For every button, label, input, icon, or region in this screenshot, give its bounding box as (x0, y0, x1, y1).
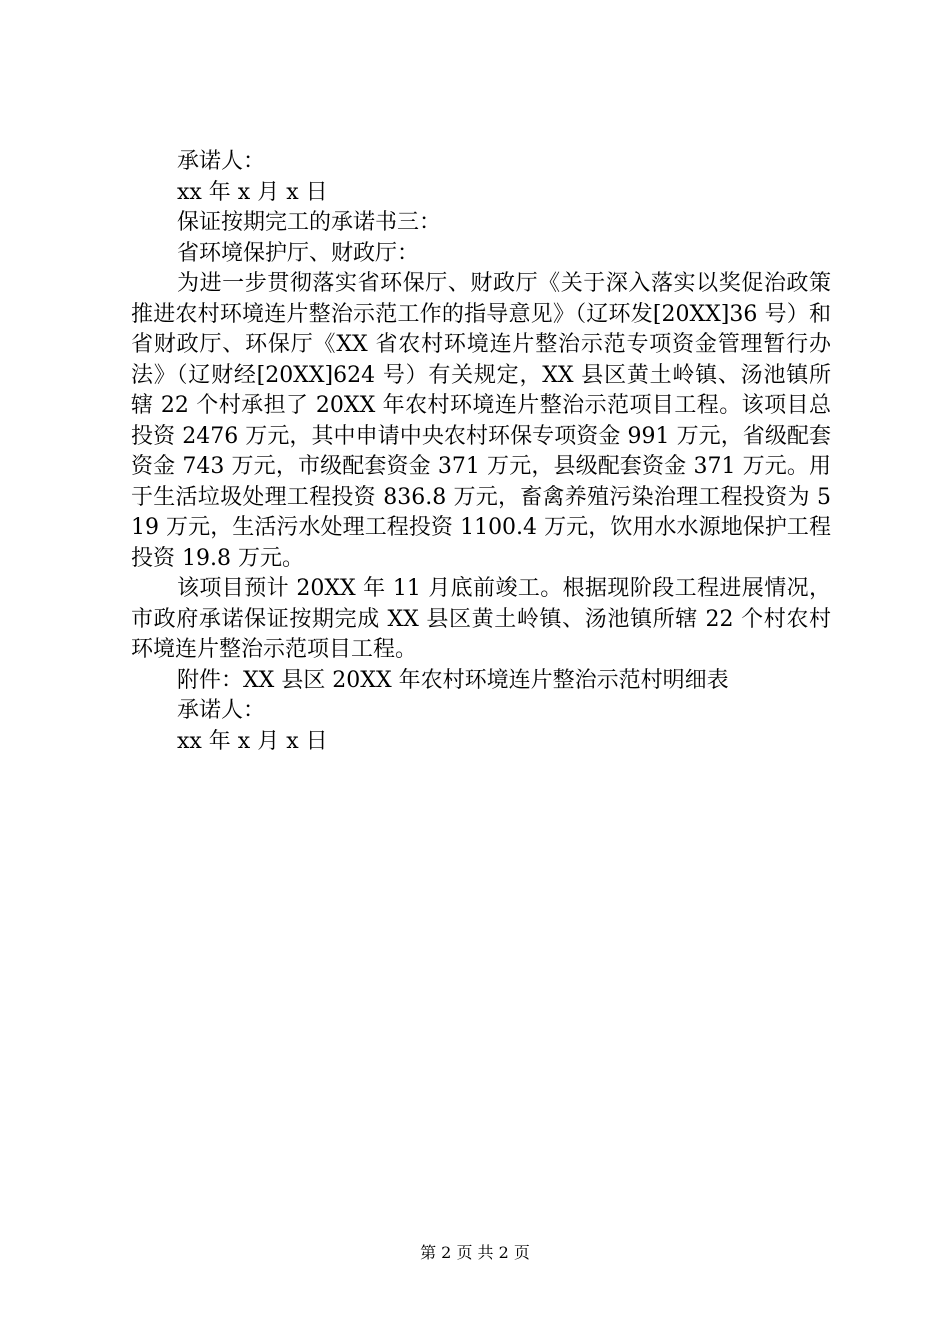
addressee-line: 省环境保护厅、财政厅： (177, 240, 420, 266)
attachment-line: 附件：XX 县区 20XX 年农村环境连片整治示范村明细表 (177, 667, 729, 693)
document-body (131, 147, 831, 757)
promisor-label: 承诺人： (177, 149, 266, 174)
page-footer (0, 1243, 950, 1263)
page-number: 第 2 页 共 2 页 (420, 1243, 530, 1262)
body-paragraph-2: 该项目预计 20XX 年 11 月底前竣工。根据现阶段工程进展情况，市政府承诺保证按期完成 XX 县区黄土岭镇、汤池镇所辖 22 个村农村环境连片整治示范项目工程。 (131, 576, 831, 662)
section-title: 保证按期完工的承诺书三： (177, 210, 442, 235)
date-line: xx 年 x 月 x 日 (177, 179, 328, 205)
promisor-label-2: 承诺人： (177, 698, 266, 723)
body-paragraph-1: 为进一步贯彻落实省环保厅、财政厅《关于深入落实以奖促治政策推进农村环境连片整治示范工作的指导意见》（辽环发[20XX]36 号）和省财政厅、环保厅《XX 省农村环境连片整治示范专项资金管理暂行办法》（辽财经[20XX]624 号）有关规定，XX 县区黄土岭镇、汤池镇所辖 22 个村承担了 20XX 年农村环境连片整治示范项目工程。该项目总投资 2476 万元，其中申请中央农村环保专项资金 991 万元，省级配套资金 743 万元，市级配套资金 371 万元，县级配套资金 371 万元。用于生活垃圾处理工程投资 836.8 万元，畜禽养殖污染治理工程投资为 519 万元，生活污水处理工程投资 1100.4 万元，饮用水水源地保护工程投资 19.8 万元。 (131, 271, 831, 571)
date-line-2: xx 年 x 月 x 日 (177, 728, 328, 754)
